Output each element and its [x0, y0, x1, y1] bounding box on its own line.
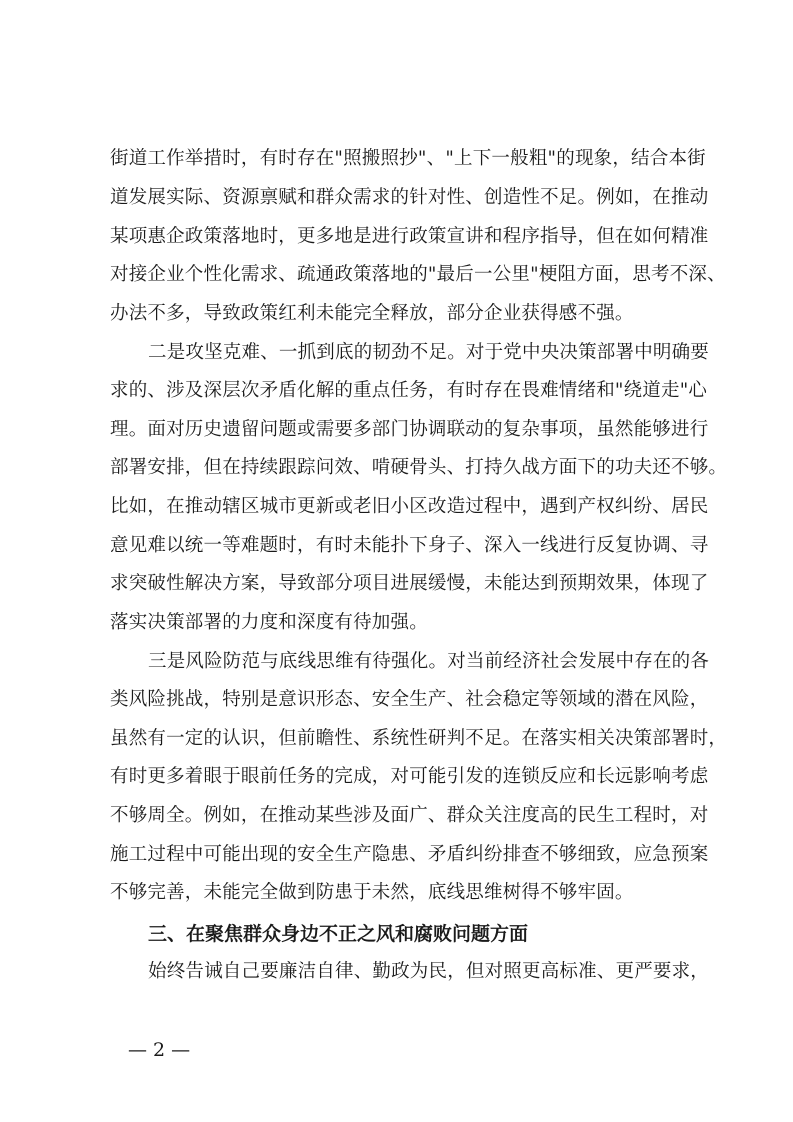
- paragraph-line: 始终告诫自己要廉洁自律、勤政为民，但对照更高标准、更严要求，: [148, 961, 710, 982]
- paragraph-line: 不够周全。例如，在推动某些涉及面广、群众关注度高的民生工程时，对: [110, 805, 709, 826]
- paragraph-line: 虽然有一定的认识，但前瞻性、系统性研判不足。在落实相关决策部署时，: [110, 728, 728, 749]
- section-heading: 三、在聚焦群众身边不正之风和腐败问题方面: [148, 923, 529, 945]
- paragraph-line: 部署安排，但在持续跟踪问效、啃硬骨头、打持久战方面下的功夫还不够。: [110, 457, 728, 478]
- paragraph-line: 街道工作举措时，有时存在"照搬照抄"、"上下一般粗"的现象，结合本街: [110, 148, 706, 169]
- paragraph-line: 求的、涉及深层次矛盾化解的重点任务，有时存在畏难情绪和"绕道走"心: [110, 380, 708, 401]
- paragraph-line: 施工过程中可能出现的安全生产隐患、矛盾纠纷排查不够细致，应急预案: [110, 844, 709, 865]
- paragraph-line: 意见难以统一等难题时，有时未能扑下身子、深入一线进行反复协调、寻: [110, 535, 709, 556]
- paragraph-line: 类风险挑战，特别是意识形态、安全生产、社会稳定等领域的潜在风险，: [110, 689, 709, 710]
- paragraph-line: 求突破性解决方案，导致部分项目进展缓慢，未能达到预期效果，体现了: [110, 573, 709, 594]
- paragraph-line: 二是攻坚克难、一抓到底的韧劲不足。对于党中央决策部署中明确要: [148, 342, 710, 363]
- paragraph-line: 比如，在推动辖区城市更新或老旧小区改造过程中，遇到产权纠纷、居民: [110, 496, 709, 517]
- paragraph-line: 理。面对历史遗留问题或需要多部门协调联动的复杂事项，虽然能够进行: [110, 419, 709, 440]
- paragraph-line: 办法不多，导致政策红利未能完全释放，部分企业获得感不强。: [110, 303, 634, 324]
- paragraph-line: 落实决策部署的力度和深度有待加强。: [110, 612, 428, 633]
- paragraph-line: 有时更多着眼于眼前任务的完成，对可能引发的连锁反应和长远影响考虑: [110, 766, 709, 787]
- paragraph-line: 三是风险防范与底线思维有待强化。对当前经济社会发展中存在的各: [148, 651, 710, 672]
- page-number: — 2 —: [128, 1039, 191, 1061]
- paragraph-line: 道发展实际、资源禀赋和群众需求的针对性、创造性不足。例如，在推动: [110, 187, 709, 208]
- paragraph-line: 对接企业个性化需求、疏通政策落地的"最后一公里"梗阻方面，思考不深、: [110, 264, 726, 285]
- paragraph-line: 不够完善，未能完全做到防患于未然，底线思维树得不够牢固。: [110, 882, 634, 903]
- paragraph-line: 某项惠企政策落地时，更多地是进行政策宣讲和程序指导，但在如何精准: [110, 226, 709, 247]
